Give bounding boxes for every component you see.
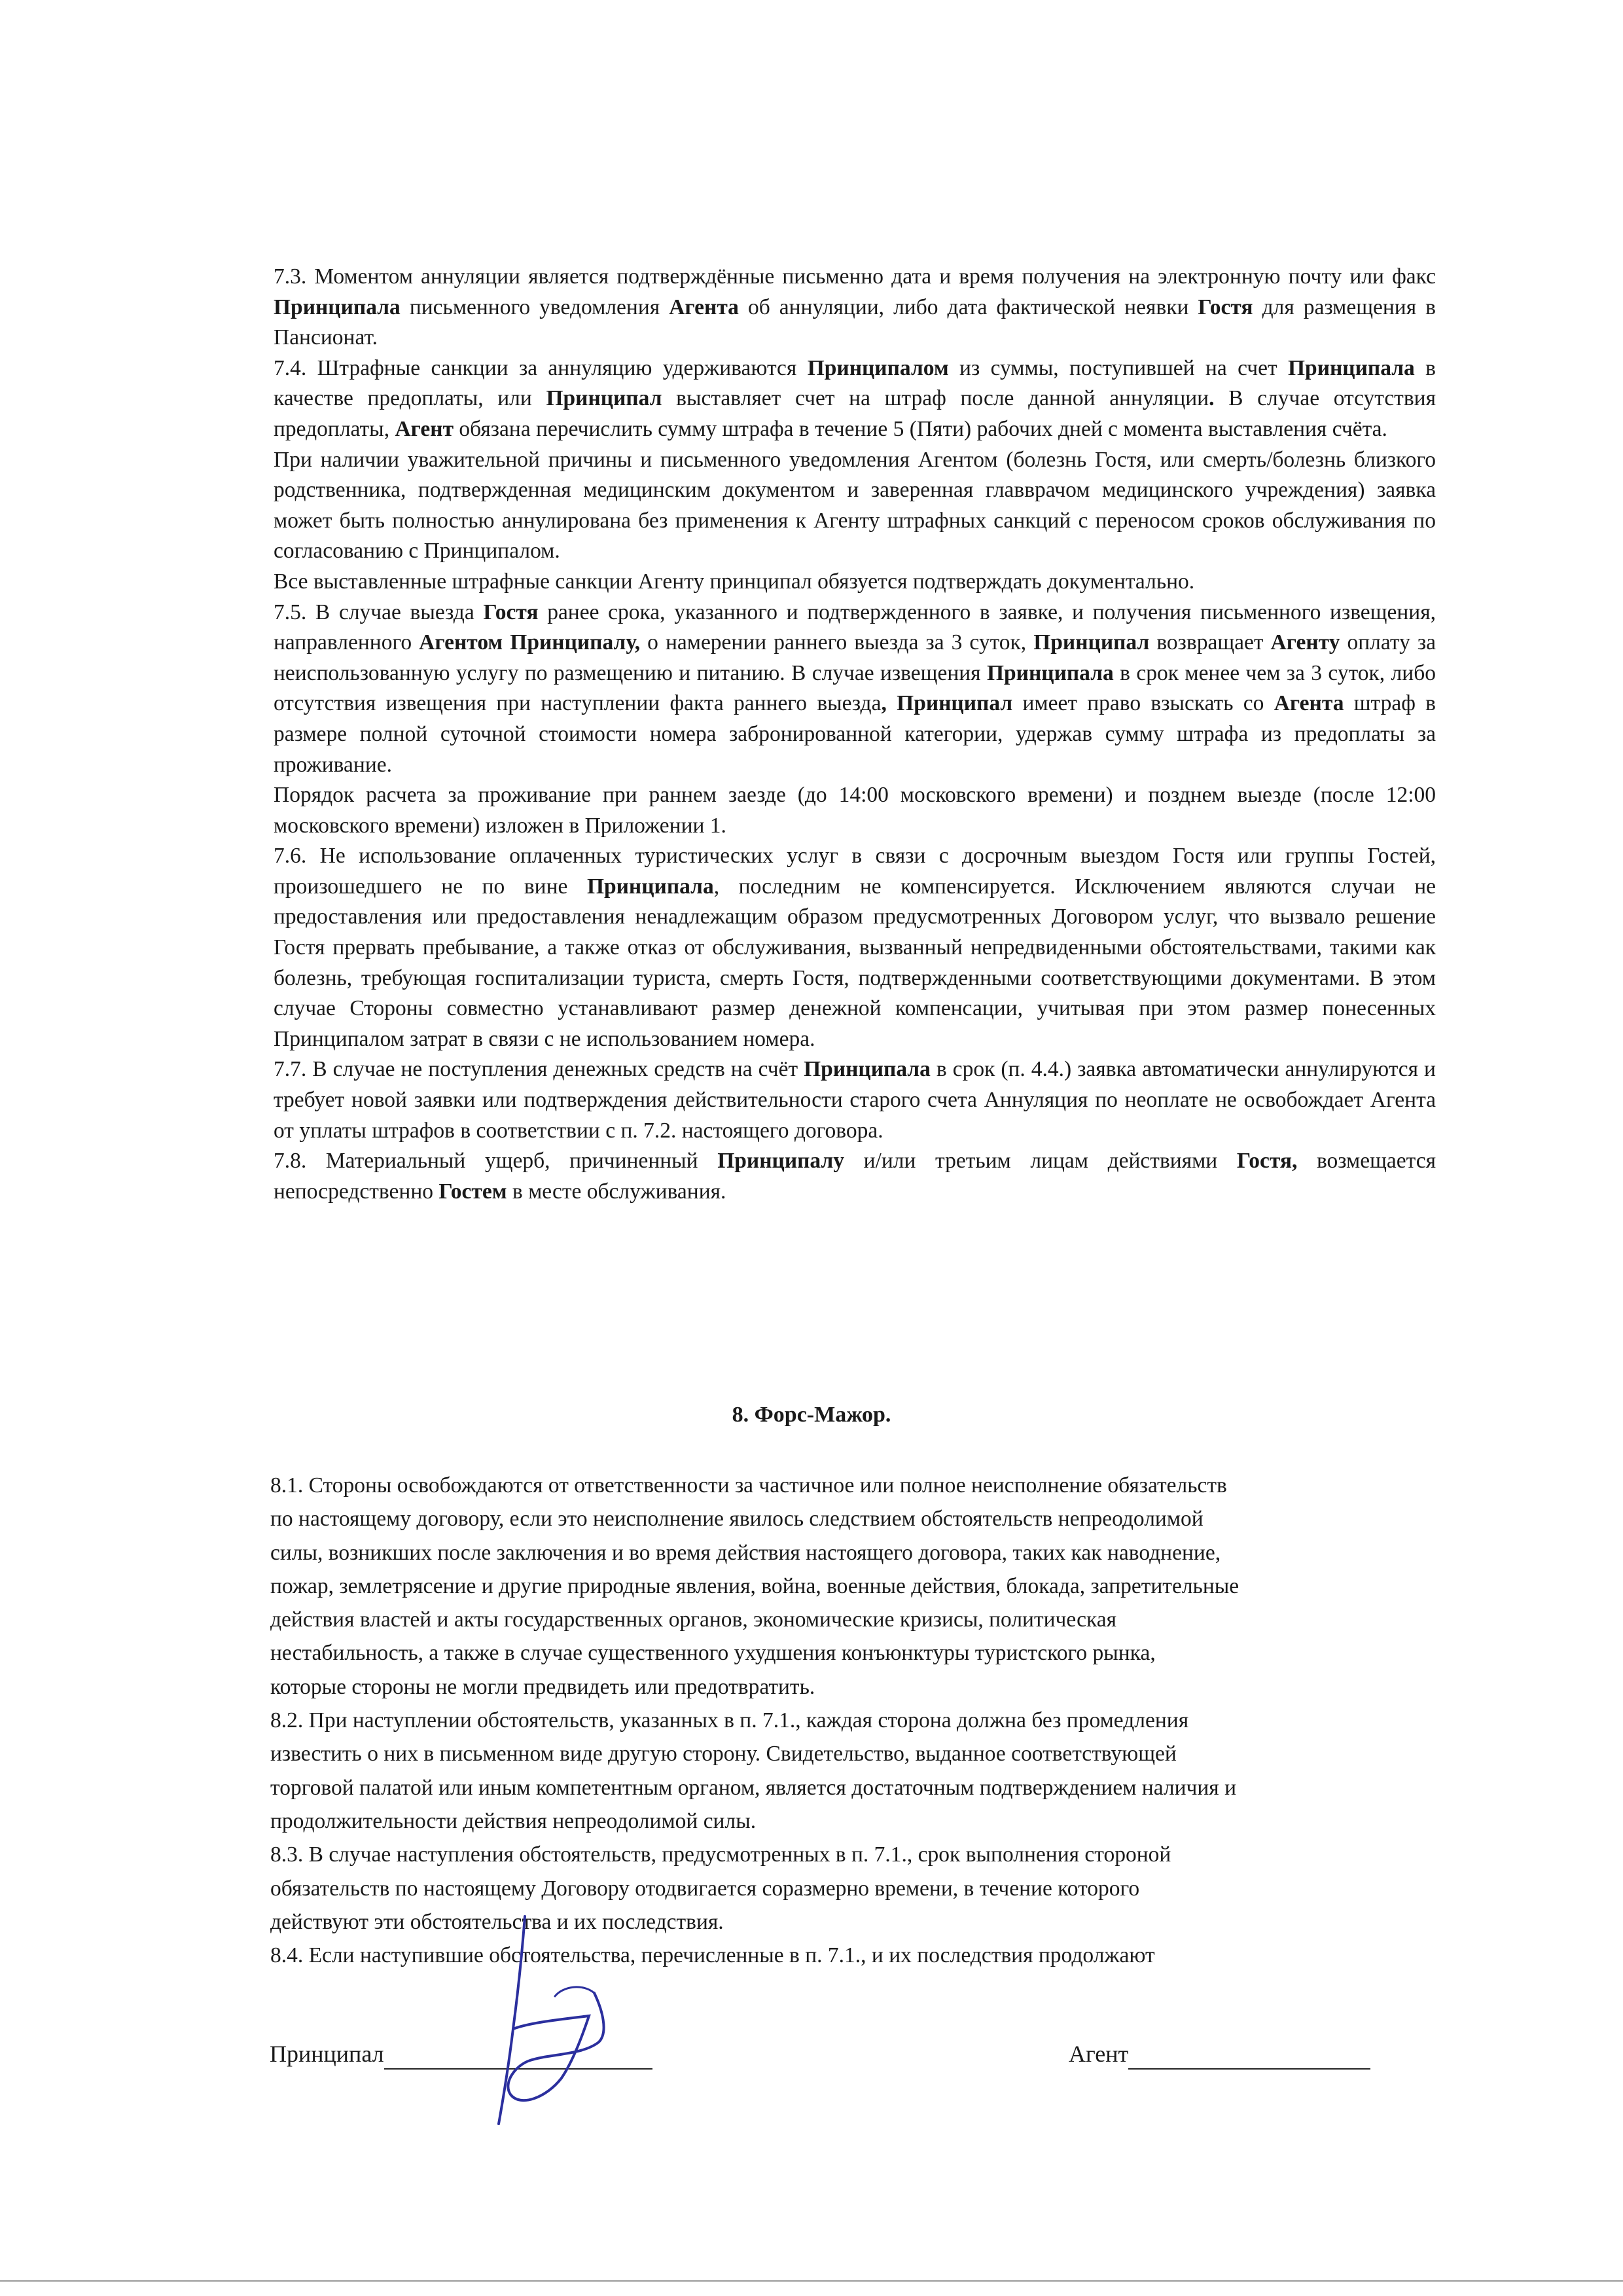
bold-term: . bbox=[1209, 386, 1215, 411]
section-7-text bbox=[274, 262, 1436, 1207]
bold-term: Агента bbox=[1274, 691, 1344, 716]
agent-signature-block bbox=[1069, 2038, 1370, 2070]
text-line: пожар, землетрясение и другие природные явления, война, военные действия, блокада, запретительные bbox=[270, 1573, 1240, 1598]
text-run: При наличии уважительной причины и письменного уведомления Агентом (болезнь Гостя, или смерть/болезнь близкого родственника, подтвержденная медицинским документом и заверенная главврачом медицинского учреждения) заявка может быть полностью аннулирована без применения к Агенту штрафных санкций с переносом сроков обслуживания по согласованию с Принципалом. bbox=[274, 447, 1436, 564]
text-run: для размещения в Пансионат. bbox=[274, 295, 1436, 350]
bold-term: Принципал bbox=[1033, 630, 1150, 655]
bold-term: Принципала bbox=[274, 295, 401, 319]
text-line: 8.3. В случае наступления обстоятельств, предусмотренных в п. 7.1., срок выполнения стороной bbox=[270, 1842, 1171, 1867]
text-run: 7.6. Не использование оплаченных туристических услуг в связи с досрочным выездом Гостя или группы Гостей, произошедшего не по вине bbox=[274, 844, 1436, 899]
text-run: 7.8. Материальный ущерб, причиненный bbox=[274, 1149, 718, 1174]
text-run: оплату за неиспользованную услугу по размещению и питанию. В случае извещения bbox=[274, 630, 1436, 685]
section-8-paragraph bbox=[270, 1838, 1422, 1939]
bold-term: Принципалом bbox=[807, 355, 949, 380]
bold-term: Гостя, bbox=[1236, 1149, 1298, 1174]
text-run: в месте обслуживания. bbox=[507, 1179, 726, 1204]
text-line: нестабильность, а также в случае существенного ухудшения конъюнктуры туристского рынка, bbox=[270, 1641, 1156, 1666]
text-line: 8.1. Стороны освобождаются от ответственности за частичное или полное неисполнение обязательств bbox=[270, 1473, 1227, 1498]
text-run: Все выставленные штрафные санкции Агенту принципал обязуется подтверждать документально. bbox=[274, 569, 1195, 594]
text-run: , последним не компенсируется. Исключением являются случаи не предоставления или предоставления ненадлежащим образом предусмотренных Договором услуг, что вызвало решение Гостя прервать пребывание, а также отказ от обслуживания, вызванный непредвиденными обстоятельствами, такими как болезнь, требующая госпитализации туриста, смерть Гостя, подтвержденными соответствующими документами. В этом случае Стороны совместно устанавливают размер денежной компенсации, учитывая при этом размер понесенных Принципалом затрат в связи с не использованием номера. bbox=[274, 874, 1436, 1051]
section-7-paragraph bbox=[274, 1054, 1436, 1146]
text-run: обязана перечислить сумму штрафа в течение 5 (Пяти) рабочих дней с момента выставления счёта. bbox=[454, 416, 1387, 441]
bold-term: Принципала bbox=[1288, 355, 1415, 380]
agent-signature-line bbox=[1128, 2043, 1370, 2070]
bold-term: Принципала bbox=[586, 874, 714, 899]
bold-term: , Принципал bbox=[881, 691, 1013, 716]
text-run: в качестве предоплаты, или bbox=[274, 355, 1436, 411]
text-run: выставляет счет на штраф после данной аннуляции bbox=[662, 386, 1209, 411]
section-7-paragraph bbox=[274, 841, 1436, 1054]
text-run: в срок менее чем за 3 суток, либо отсутствия извещения при наступлении факта раннего выезда bbox=[274, 660, 1436, 716]
principal-label: Принципал bbox=[270, 2041, 384, 2067]
bold-term: Гостя bbox=[1198, 295, 1253, 319]
text-line: 8.2. При наступлении обстоятельств, указанных в п. 7.1., каждая сторона должна без промедления bbox=[270, 1708, 1189, 1733]
bold-term: Агентом Принципалу, bbox=[419, 630, 641, 655]
handwritten-signature bbox=[484, 1911, 628, 2127]
text-line: продолжительности действия непреодолимой силы. bbox=[270, 1808, 757, 1833]
section-7-paragraph bbox=[274, 353, 1436, 445]
section-7-paragraph bbox=[274, 780, 1436, 841]
text-run: об аннуляции, либо дата фактической неявки bbox=[738, 295, 1198, 319]
text-run: о намерении раннего выезда за 3 суток, bbox=[640, 630, 1034, 655]
text-run: письменного уведомления bbox=[400, 295, 669, 319]
text-run: и/или третьим лицам действиями bbox=[844, 1149, 1237, 1174]
section-8-paragraph bbox=[270, 1469, 1422, 1704]
section-7-paragraph bbox=[274, 598, 1436, 781]
bold-term: Агента bbox=[669, 295, 739, 319]
bold-term: Агенту bbox=[1270, 630, 1340, 655]
text-run: 7.3. Моментом аннуляции является подтверждённые письменно дата и время получения на электронную почту или факс bbox=[274, 264, 1436, 289]
bold-term: Агент bbox=[395, 416, 454, 441]
text-line: которые стороны не могли предвидеть или предотвратить. bbox=[270, 1674, 815, 1699]
bold-term: Принципалу bbox=[717, 1149, 845, 1174]
section-8-text bbox=[270, 1469, 1422, 1972]
bold-term: Принципал bbox=[546, 386, 662, 411]
text-run: Порядок расчета за проживание при раннем заезде (до 14:00 московского времени) и позднем выезде (после 12:00 московского времени) изложен в Приложении 1. bbox=[274, 783, 1436, 838]
text-line: обязательств по настоящему Договору отодвигается соразмерно времени, в течение которого bbox=[270, 1876, 1140, 1901]
text-run: 7.7. В случае не поступления денежных средств на счёт bbox=[274, 1057, 804, 1082]
text-run: возвращает bbox=[1149, 630, 1271, 655]
text-line: действия властей и акты государственных органов, экономические кризисы, политическая bbox=[270, 1607, 1117, 1632]
text-line: действуют эти обстоятельства и их последствия. bbox=[270, 1909, 724, 1934]
page-bottom-rule bbox=[0, 2280, 1623, 2282]
section-7-paragraph bbox=[274, 567, 1436, 598]
text-line: торговой палатой или иным компетентным органом, является достаточным подтверждением наличия и bbox=[270, 1775, 1236, 1800]
section-7-paragraph bbox=[274, 1146, 1436, 1207]
text-run: имеет право взыскать со bbox=[1012, 691, 1274, 716]
section-8-heading: 8. Форс-Мажор. bbox=[732, 1403, 891, 1427]
section-7-paragraph bbox=[274, 262, 1436, 353]
bold-term: Принципала bbox=[804, 1057, 931, 1082]
text-line: по настоящему договору, если это неисполнение явилось следствием обстоятельств непреодолимой bbox=[270, 1507, 1204, 1532]
section-8-paragraph bbox=[270, 1704, 1422, 1838]
text-line: известить о них в письменном виде другую сторону. Свидетельство, выданное соответствующей bbox=[270, 1742, 1177, 1767]
text-run: из суммы, поступившей на счет bbox=[948, 355, 1288, 380]
text-run: В случае отсутствия предоплаты, bbox=[274, 386, 1436, 441]
text-run: штраф в размере полной суточной стоимости номера забронированной категории, удержав сумму штрафа из предоплаты за проживание. bbox=[274, 691, 1436, 777]
text-run: в срок (п. 4.4.) заявка автоматически аннулируются и требует новой заявки или подтверждения действительности старого счета Аннуляция по неоплате не освобождает Агента от уплаты штрафов в соответствии с п. 7.2. настоящего договора. bbox=[274, 1057, 1436, 1143]
bold-term: Принципала bbox=[986, 660, 1114, 685]
text-line: 8.4. Если наступившие обстоятельства, перечисленные в п. 7.1., и их последствия продолжают bbox=[270, 1943, 1155, 1968]
text-run: 7.4. Штрафные санкции за аннуляцию удерживаются bbox=[274, 355, 808, 380]
bold-term: Гостя bbox=[483, 600, 539, 624]
section-8-paragraph bbox=[270, 1939, 1422, 1972]
section-7-paragraph bbox=[274, 445, 1436, 567]
text-run: ранее срока, указанного и подтвержденного в заявке, и получения письменного извещения, направленного bbox=[274, 600, 1436, 655]
text-run: 7.5. В случае выезда bbox=[274, 600, 484, 624]
agent-label: Агент bbox=[1069, 2041, 1129, 2067]
text-run: возмещается непосредственно bbox=[274, 1149, 1436, 1204]
bold-term: Гостем bbox=[438, 1179, 507, 1204]
text-line: силы, возникших после заключения и во время действия настоящего договора, таких как наводнение, bbox=[270, 1540, 1221, 1565]
